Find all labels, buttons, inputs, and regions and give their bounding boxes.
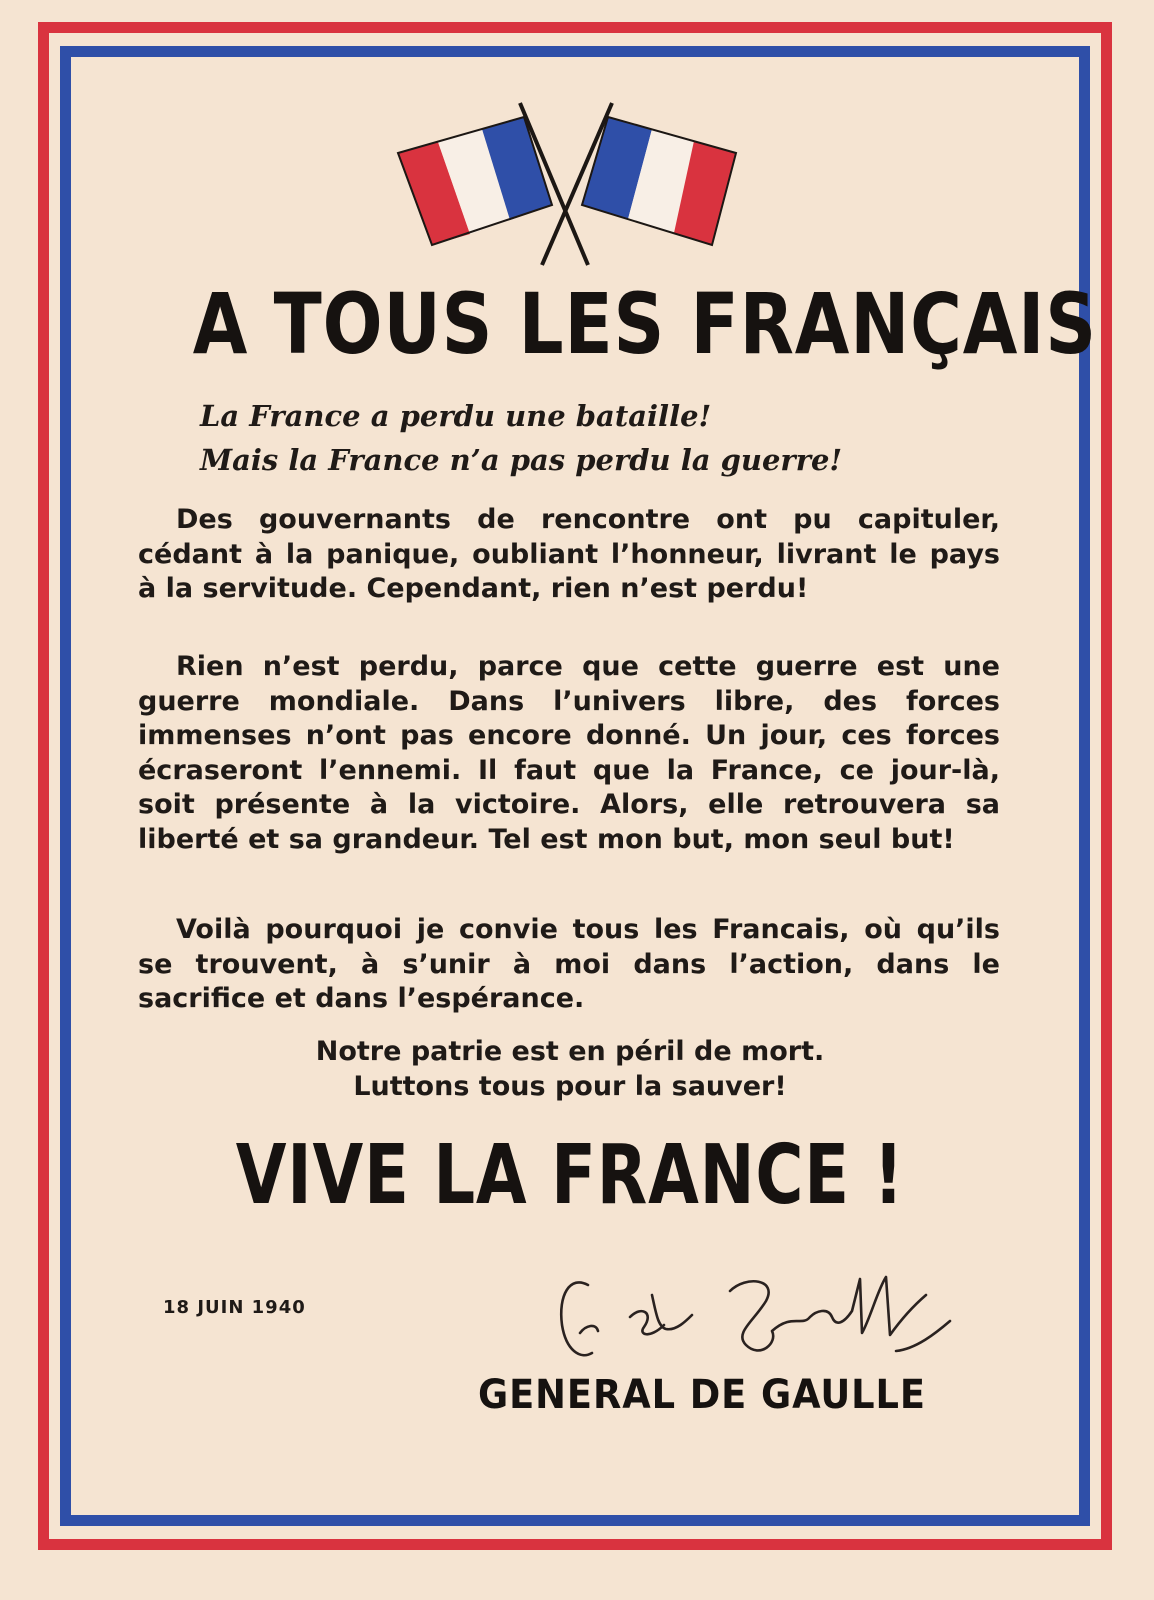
- poster-title: A TOUS LES FRANÇAIS: [192, 275, 1097, 373]
- date: 18 JUIN 1940: [163, 1297, 306, 1318]
- handwritten-signature: [540, 1255, 960, 1375]
- subtitle-line-2: Mais la France n’a pas perdu la guerre!: [200, 443, 843, 477]
- paragraph-3: Voilà pourquoi je convie tous les Francais, où qu’ils se trouvent, à s’unir à moi dans l’action, dans le sacrifice et dans l’espérance.: [138, 914, 1000, 1014]
- closing-lines: [130, 1034, 1010, 1104]
- signatory-name: GENERAL DE GAULLE: [478, 1372, 926, 1418]
- paragraph-1: Des gouvernants de rencontre ont pu capituler, cédant à la panique, oubliant l’honneur, livrant le pays à la servitude. Cependant, rien n’est perdu!: [138, 504, 1000, 604]
- slogan: VIVE LA FRANCE !: [235, 1128, 905, 1223]
- crossed-french-flags-icon: [390, 95, 750, 270]
- subtitle: [200, 394, 1000, 482]
- closing-line-1: Notre patrie est en péril de mort.: [315, 1036, 825, 1067]
- paragraph-2: Rien n’est perdu, parce que cette guerre est une guerre mondiale. Dans l’univers libre, des forces immenses n’ont pas encore donné. Un jour, ces forces écraseront l’ennemi. Il faut que la France, ce jour-là, soit présente à la victoire. Alors, elle retrouvera sa liberté et sa grandeur. Tel est mon but, mon seul but!: [138, 651, 1000, 855]
- closing-line-2: Luttons tous pour la sauver!: [353, 1071, 787, 1102]
- subtitle-line-1: La France a perdu une bataille!: [200, 399, 712, 433]
